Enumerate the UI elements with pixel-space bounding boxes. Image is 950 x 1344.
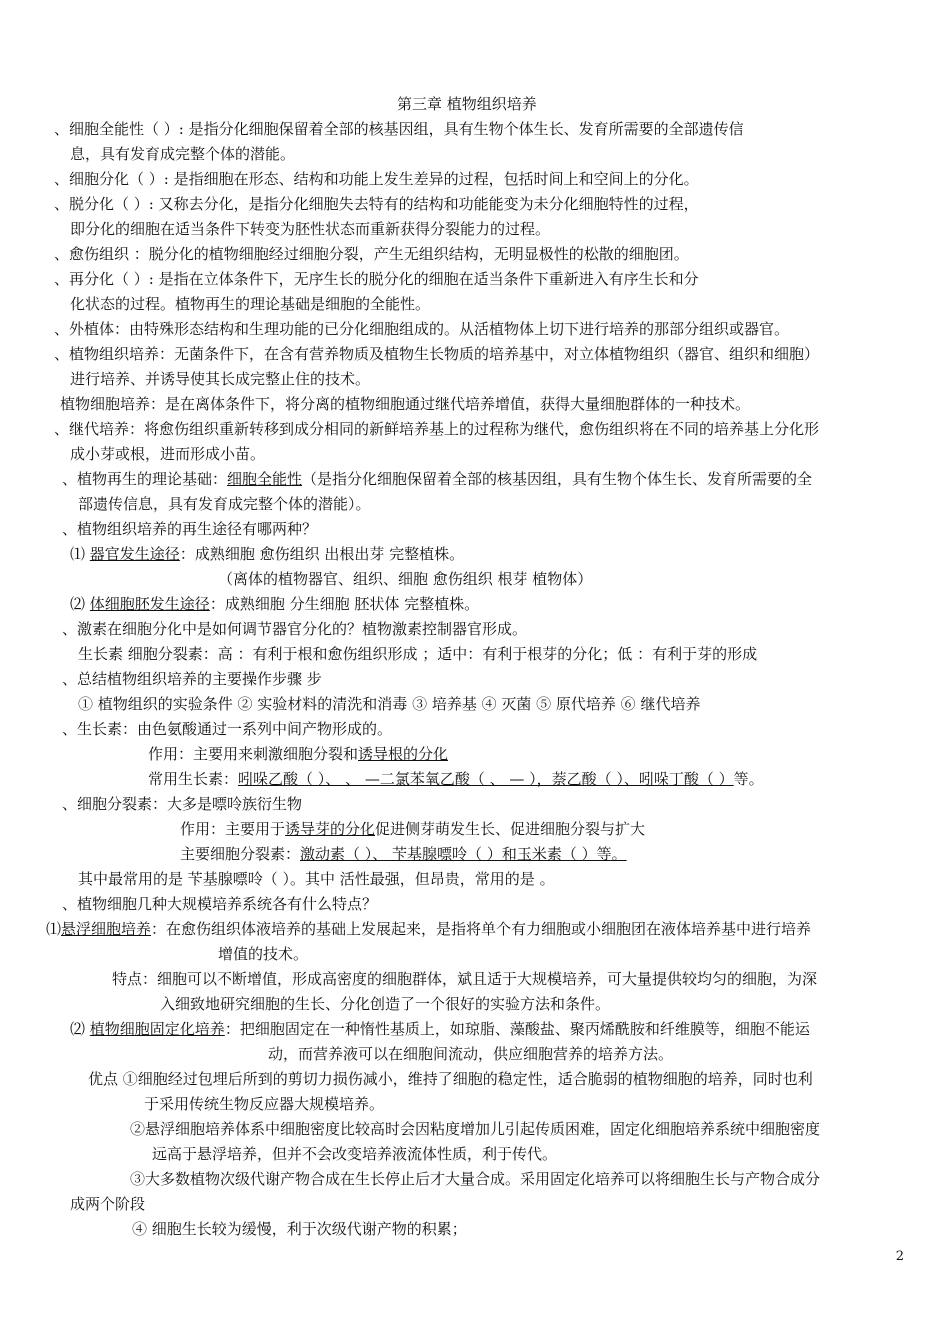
text-line: 、外植体：由特殊形态结构和生理功能的已分化细胞组成的。从活植物体上切下进行培养的那部分组织或器官。 xyxy=(54,320,790,338)
underlined-term: 诱导根的分化 xyxy=(358,745,449,763)
text-line xyxy=(70,543,464,565)
text-line: 、激素在细胞分化中是如何调节器官分化的？植物激素控制器官形成。 xyxy=(62,620,528,638)
text-line: 进行培养、并诱导使其长成完整止住的技术。 xyxy=(70,370,371,388)
page-title: 第三章 植物组织培养 xyxy=(397,95,537,113)
text-line: ②悬浮细胞培养体系中细胞密度比较高时会因粘度增加儿引起传质困难，固定化细胞培养系统中细胞密度 xyxy=(130,1120,821,1138)
text-span: 等。 xyxy=(733,770,764,788)
text-span: ：成熟细胞 愈伤组织 出根出芽 完整植株。 xyxy=(179,545,465,563)
text-line: 、植物组织培养：无菌条件下，在含有营养物质及植物生长物质的培养基中，对立体植物组织（器官、组织和细胞） xyxy=(54,345,820,363)
text-line: 、愈伤组织 ：脱分化的植物细胞经过细胞分裂，产生无组织结构，无明显极性的松散的细胞团。 xyxy=(54,245,689,263)
text-span: 作用：主要用来刺激细胞分裂和 xyxy=(148,745,359,763)
text-line: 、脱分化（ ）: 又称去分化，是指分化细胞失去特有的结构和功能能变为未分化细胞特性的过程， xyxy=(54,195,699,213)
text-line: ④ 细胞生长较为缓慢，利于次级代谢产物的积累； xyxy=(132,1220,467,1238)
text-line: （离体的植物器官、组织、细胞 愈伤组织 根芽 植物体） xyxy=(218,570,593,588)
underlined-term: 悬浮细胞培养 xyxy=(61,920,152,938)
text-line: 息，具有发育成完整个体的潜能。 xyxy=(70,145,296,163)
list-marker: ⑵ xyxy=(70,595,86,613)
underlined-term: 体细胞胚发生途径 xyxy=(89,595,210,613)
text-span: 作用：主要用于 xyxy=(180,820,286,838)
underlined-term: 诱导芽的分化 xyxy=(285,820,376,838)
underlined-term: 器官发生途径 xyxy=(89,545,180,563)
text-line: 成小芽或根，进而形成小苗。 xyxy=(70,445,266,463)
text-line xyxy=(70,593,479,615)
text-span: ：在愈伤组织体液培养的基础上发展起来，是指将单个有力细胞或小细胞团在液体培养基中进行培养 xyxy=(151,920,812,938)
text-line xyxy=(180,818,645,840)
text-line: 入细致地研究细胞的生长、分化创造了一个很好的实验方法和条件。 xyxy=(160,995,611,1013)
text-line: 即分化的细胞在适当条件下转变为胚性状态而重新获得分裂能力的过程。 xyxy=(70,220,551,238)
text-line xyxy=(70,1018,810,1040)
text-span: 主要细胞分裂素： xyxy=(180,845,301,863)
text-line: 、再分化（ ）: 是指在立体条件下，无序生长的脱分化的细胞在适当条件下重新进入有序生长和分 xyxy=(54,270,699,288)
text-line: 化状态的过程。植物再生的理论基础是细胞的全能性。 xyxy=(70,295,431,313)
text-line xyxy=(180,843,627,865)
text-span: 常用生长素： xyxy=(148,770,239,788)
text-line xyxy=(148,768,764,790)
text-line: 、细胞分裂素：大多是嘌呤族衍生物 xyxy=(62,795,303,813)
text-line: 、植物细胞几种大规模培养系统各有什么特点？ xyxy=(62,895,378,913)
text-span: 促进侧芽萌发生长、促进细胞分裂与扩大 xyxy=(375,820,646,838)
text-line: 优点 ①细胞经过包埋后所到的剪切力损伤减小，维持了细胞的稳定性，适合脆弱的植物细胞的培养，同时也利 xyxy=(88,1070,813,1088)
text-span: ：成熟细胞 分生细胞 胚状体 完整植株。 xyxy=(209,595,480,613)
text-line xyxy=(46,918,811,940)
text-line: 、细胞分化（ ）: 是指细胞在形态、结构和功能上发生差异的过程，包括时间上和空间上的分化。 xyxy=(54,170,699,188)
text-line: 、生长素：由色氨酸通过一系列中间产物形成的。 xyxy=(62,720,393,738)
text-line: 生长素 细胞分裂素：高 ：有利于根和愈伤组织形成 ；适中：有利于根芽的分化；低 ：有利于芽的形成 xyxy=(78,645,758,663)
underlined-term: 细胞全能性 xyxy=(227,470,303,488)
text-line: 其中最常用的是 苄基腺嘌呤（ ）。其中 活性最强，但昂贵，常用的是 。 xyxy=(78,870,555,888)
text-span: ：把细胞固定在一种惰性基质上，如琼脂、藻酸盐、聚丙烯酰胺和纤维膜等，细胞不能运 xyxy=(224,1020,810,1038)
text-line: 增值的技术。 xyxy=(218,945,309,963)
text-span: （是指分化细胞保留着全部的核基因组，具有生物个体生长、发育所需要的全 xyxy=(302,470,813,488)
underlined-term: 植物细胞固定化培养 xyxy=(89,1020,225,1038)
text-line: ③大多数植物次级代谢产物合成在生长停止后才大量合成。采用固定化培养可以将细胞生长与产物合成分 xyxy=(130,1170,821,1188)
list-marker: ⑵ xyxy=(70,1020,86,1038)
text-line: 、总结植物组织培养的主要操作步骤 步 xyxy=(62,670,322,688)
text-line: 、细胞全能性（ ）: 是指分化细胞保留着全部的核基因组，具有生物个体生长、发育所需要的全部遗传信 xyxy=(54,120,744,138)
text-line: 、植物组织培养的再生途径有哪两种？ xyxy=(62,520,318,538)
text-line: 成两个阶段 xyxy=(70,1195,146,1213)
text-span: 、植物再生的理论基础： xyxy=(62,470,228,488)
text-line xyxy=(148,743,448,765)
text-line: 于采用传统生物反应器大规模培养。 xyxy=(144,1095,385,1113)
page-number: 2 xyxy=(895,1249,904,1264)
text-line: 特点：细胞可以不断增值，形成高密度的细胞群体，斌且适于大规模培养，可大量提供较均匀的细胞，为深 xyxy=(112,970,818,988)
text-line: 部遗传信息，具有发育成完整个体的潜能）。 xyxy=(78,495,371,513)
list-marker: ⑴ xyxy=(46,920,62,938)
list-marker: ⑴ xyxy=(70,545,86,563)
underlined-term: 激动素（ ）、 苄基腺嘌呤（ ）和玉米素（ ）等。 xyxy=(300,845,627,863)
underlined-term: 吲哚乙酸（ ）、 、 —二氯苯氧乙酸（ 、 — ），萘乙酸（ ）、吲哚丁酸（ ） xyxy=(238,770,734,788)
text-line xyxy=(62,468,812,490)
text-line: ① 植物组织的实验条件 ② 实验材料的清洗和消毒 ③ 培养基 ④ 灭菌 ⑤ 原代培养 ⑥ 继代培养 xyxy=(78,695,701,713)
text-line: 、继代培养：将愈伤组织重新转移到成分相同的新鲜培养基上的过程称为继代，愈伤组织将在不同的培养基上分化形 xyxy=(54,420,820,438)
text-line: 远高于悬浮培养，但并不会改变培养液流体性质，利于传代。 xyxy=(152,1145,558,1163)
text-line: 动，而营养液可以在细胞间流动，供应细胞营养的培养方法。 xyxy=(268,1045,674,1063)
text-line: 植物细胞培养：是在离体条件下，将分离的植物细胞通过继代培养增值，获得大量细胞群体的一种技术。 xyxy=(60,395,751,413)
